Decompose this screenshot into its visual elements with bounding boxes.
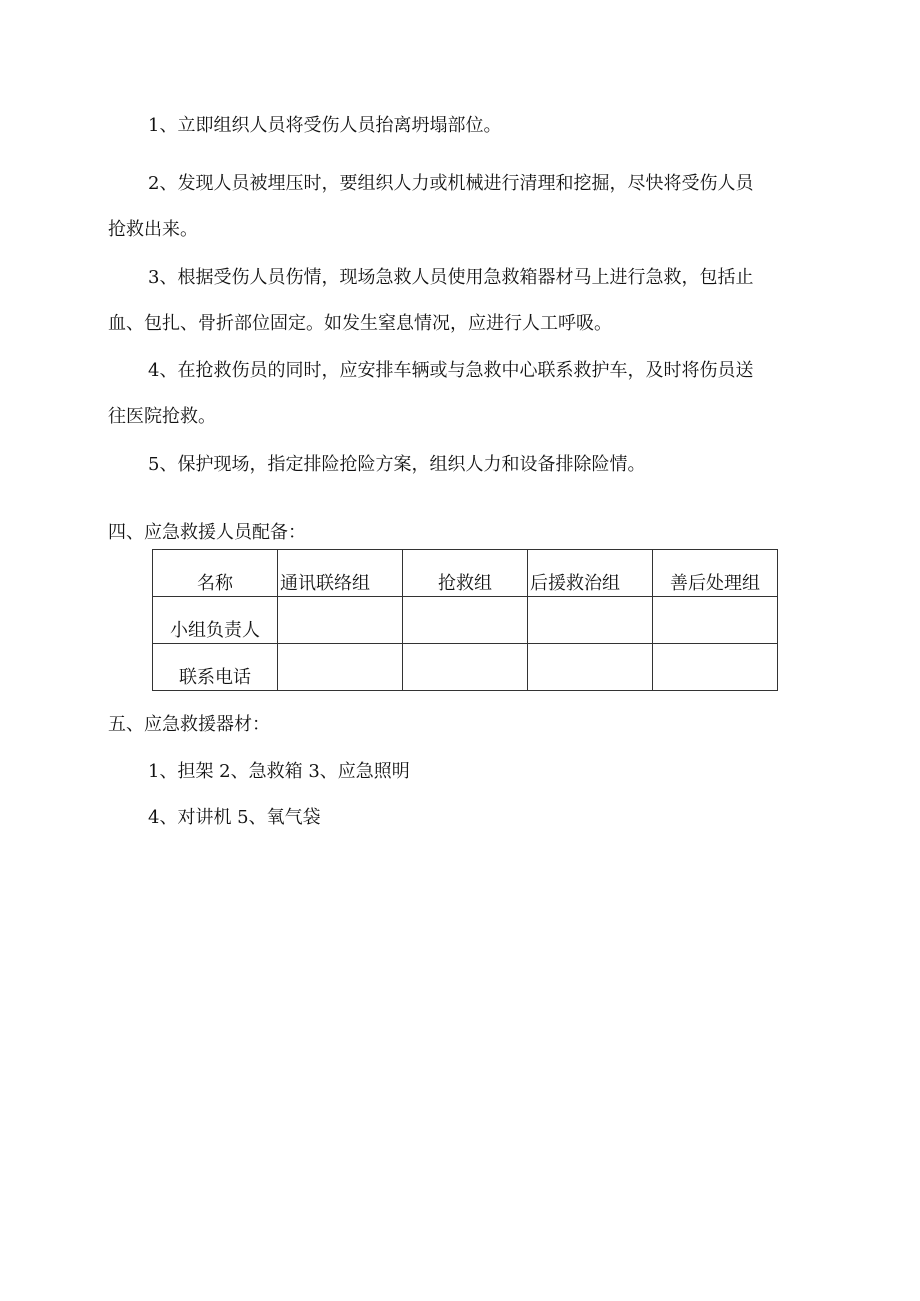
table-row	[153, 644, 778, 691]
section-5-heading: 五、应急救援器材：	[108, 714, 270, 735]
paragraph-3-line-1: 3、根据受伤人员伤情，现场急救人员使用急救箱器材马上进行急救，包括止	[148, 267, 754, 288]
table-cell	[653, 597, 778, 644]
section-4-heading: 四、应急救援人员配备：	[108, 522, 306, 543]
paragraph-1: 1、立即组织人员将受伤人员抬离坍塌部位。	[148, 115, 502, 136]
table-row	[153, 597, 778, 644]
table-cell	[403, 597, 528, 644]
paragraph-2-line-1: 2、发现人员被埋压时，要组织人力或机械进行清理和挖掘，尽快将受伤人员	[148, 173, 754, 194]
table-cell	[278, 644, 403, 691]
table-header-cell: 名称	[153, 550, 278, 597]
table-header-cell: 后援救治组	[528, 550, 653, 597]
table-cell	[403, 644, 528, 691]
personnel-table	[152, 549, 778, 691]
table-header-cell: 通讯联络组	[278, 550, 403, 597]
table-cell	[653, 644, 778, 691]
table-cell	[278, 597, 403, 644]
table-header-row	[153, 550, 778, 597]
table-cell	[528, 644, 653, 691]
table-header-cell: 抢救组	[403, 550, 528, 597]
table-cell: 小组负责人	[153, 597, 278, 644]
paragraph-2-line-2: 抢救出来。	[108, 219, 198, 240]
paragraph-5: 5、保护现场，指定排险抢险方案，组织人力和设备排除险情。	[148, 454, 646, 475]
equipment-line-2: 4、对讲机 5、氧气袋	[148, 807, 321, 828]
table-cell: 联系电话	[153, 644, 278, 691]
table-header-cell: 善后处理组	[653, 550, 778, 597]
paragraph-3-line-2: 血、包扎、骨折部位固定。如发生窒息情况，应进行人工呼吸。	[108, 313, 612, 334]
table-cell	[528, 597, 653, 644]
equipment-line-1: 1、担架 2、急救箱 3、应急照明	[148, 761, 410, 782]
paragraph-4-line-2: 往医院抢救。	[108, 406, 216, 427]
paragraph-4-line-1: 4、在抢救伤员的同时，应安排车辆或与急救中心联系救护车，及时将伤员送	[148, 360, 754, 381]
